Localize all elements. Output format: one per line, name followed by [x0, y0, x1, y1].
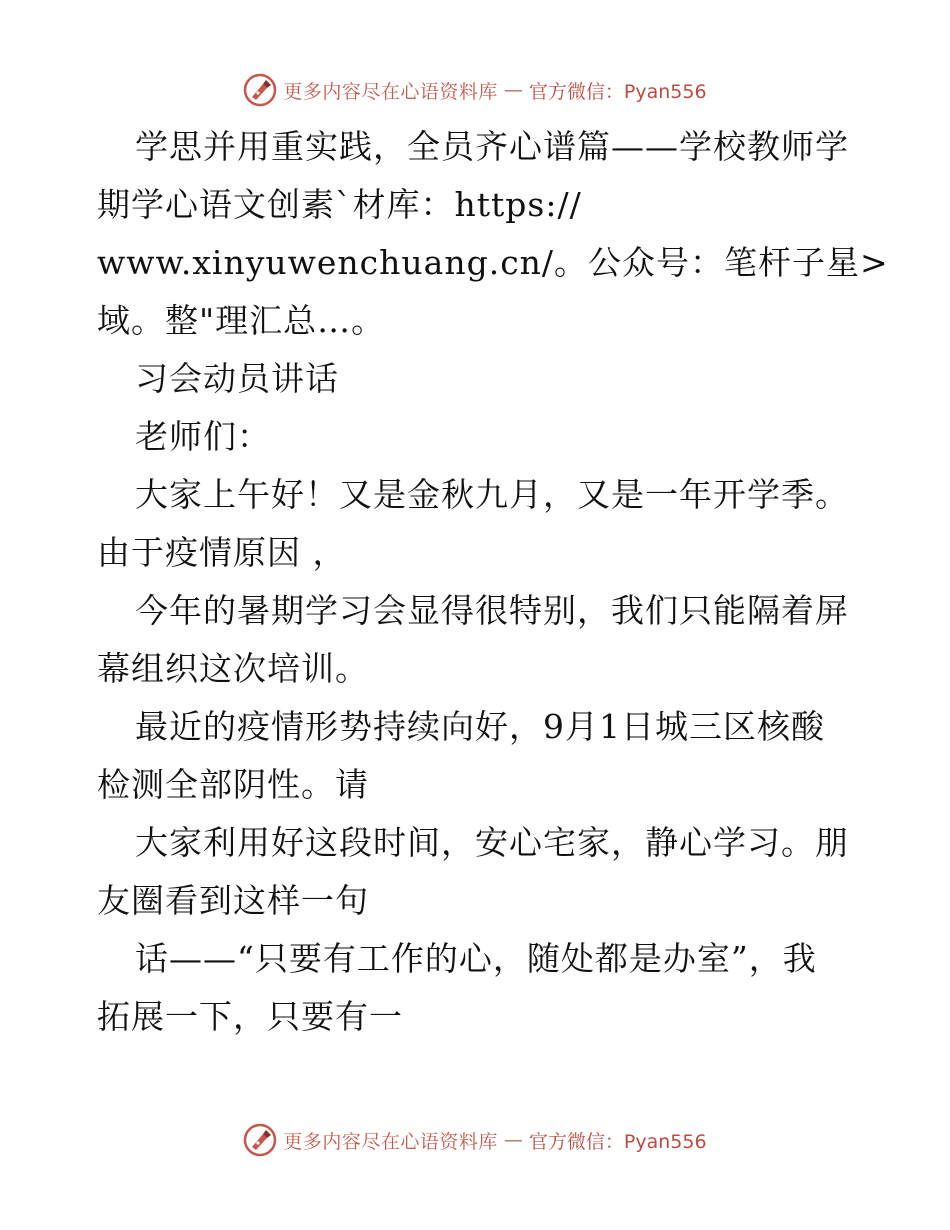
text-line: 域。整"理汇总…。 — [97, 301, 386, 340]
header-banner — [0, 70, 950, 110]
text-line: www.xinyuwenchuang.cn/。公众号：笔杆子星> — [97, 243, 889, 282]
banner-contact-text: 官方微信：Pyan556 — [528, 1130, 707, 1153]
banner-dash: — — [503, 1129, 523, 1151]
text-line: 由于疫情原因 ， — [97, 533, 347, 572]
text-line: 友圈看到这样一句 — [97, 881, 369, 920]
text-line: 话——“只要有工作的心，随处都是办室”，我 — [135, 939, 817, 978]
text-line: 学思并用重实践，全员齐心谱篇——学校教师学 — [135, 127, 849, 166]
banner-contact-text: 官方微信：Pyan556 — [528, 80, 707, 103]
text-line: 最近的疫情形势持续向好，9月1日城三区核酸 — [135, 707, 825, 746]
text-line: 拓展一下，只要有一 — [97, 997, 403, 1036]
banner-site-text: 更多内容尽在心语资料库 — [283, 80, 498, 103]
text-line: 大家利用好这段时间，安心宅家，静心学习。朋 — [135, 823, 849, 862]
text-line: 今年的暑期学习会显得很特别，我们只能隔着屏 — [135, 591, 849, 630]
text-line: 检测全部阴性。请 — [97, 765, 369, 804]
pen-nib-logo-icon — [243, 1123, 277, 1157]
speech-title: 习会动员讲话 — [135, 359, 339, 398]
text-line: 幕组织这次培训。 — [97, 649, 369, 688]
text-line: 期学心语文创素`材库：https:// — [97, 185, 582, 224]
banner-site-text: 更多内容尽在心语资料库 — [283, 1130, 498, 1153]
footer-banner — [0, 1120, 950, 1160]
salutation: 老师们： — [135, 417, 271, 456]
pen-nib-logo-icon — [243, 73, 277, 107]
document-body — [97, 118, 889, 1046]
text-line: 大家上午好！又是金秋九月，又是一年开学季。 — [135, 475, 849, 514]
banner-dash: — — [503, 79, 523, 101]
